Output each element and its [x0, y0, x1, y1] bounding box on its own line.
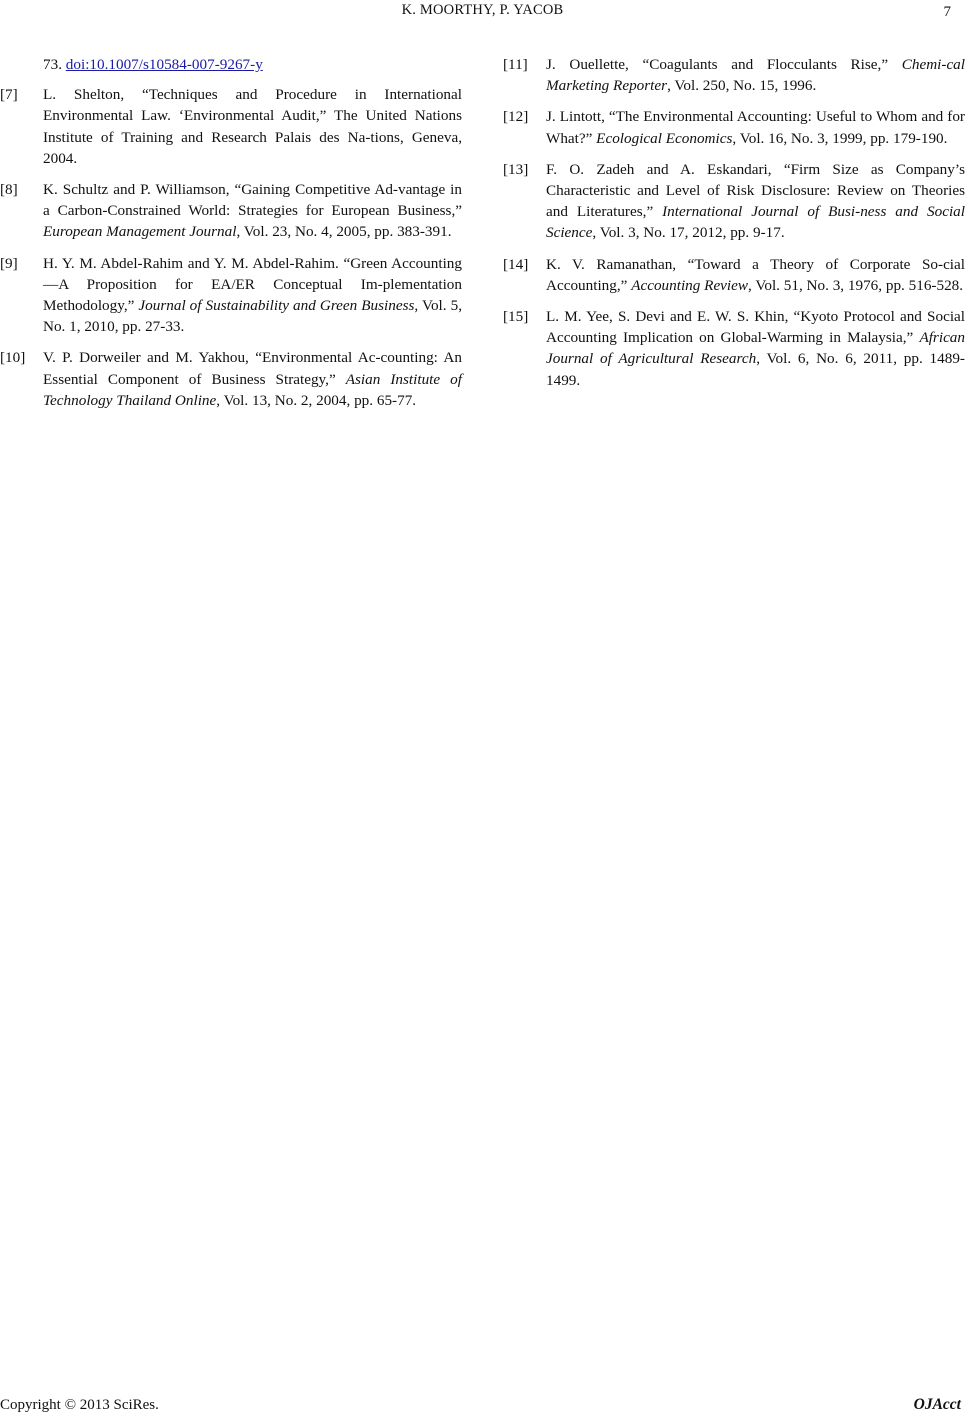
reference-text: J. Lintott, “The Environmental Accounting: Useful to Whom and for What?”	[546, 108, 965, 147]
reference-text: , Vol. 23, No. 4, 2005, pp. 383-391.	[236, 223, 452, 241]
continuation-text: 73.	[43, 56, 66, 73]
reference-number: [8]	[0, 181, 18, 199]
reference-text: F. O. Zadeh and A. Eskandari, “Firm Size as Company’s Characteristic and Level of Risk Disclosure: Review on Theories and Literatures,”	[546, 160, 965, 221]
reference-text: V. P. Dorweiler and M. Yakhou, “Environmental Ac-counting: An Essential Component of Business Strategy,”	[43, 349, 462, 388]
reference-text: , Vol. 5, No. 1, 2010, pp. 27-33.	[43, 297, 462, 336]
reference-source-title: Ecological Economics	[596, 129, 733, 147]
reference-entry	[503, 106, 965, 148]
reference-number: [15]	[503, 308, 529, 326]
running-head: K. MOORTHY, P. YACOB	[401, 2, 564, 18]
reference-number: [13]	[503, 160, 529, 178]
reference-text: , Vol. 250, No. 15, 1996.	[667, 77, 817, 95]
reference-entry	[503, 254, 965, 296]
reference-text: , Vol. 16, No. 3, 1999, pp. 179-190.	[732, 129, 948, 147]
reference-list-right	[503, 54, 965, 391]
reference-text: , Vol. 3, No. 17, 2012, pp. 9-17.	[592, 224, 785, 242]
reference-text: , Vol. 13, No. 2, 2004, pp. 65-77.	[216, 391, 417, 409]
reference-text: H. Y. M. Abdel-Rahim and Y. M. Abdel-Rahim. “Green Accounting—A Proposition for EA/ER Conceptual Im-plementation Methodology,”	[43, 254, 462, 315]
reference-text: K. V. Ramanathan, “Toward a Theory of Corporate So-cial Accounting,”	[546, 255, 965, 294]
reference-source-title: African Journal of Agricultural Research	[546, 329, 965, 368]
doi-link[interactable]: doi:10.1007/s10584-007-9267-y	[65, 56, 263, 73]
reference-text: , Vol. 51, No. 3, 1976, pp. 516-528.	[748, 276, 964, 294]
reference-list-left	[0, 84, 462, 411]
reference-number: [9]	[0, 254, 18, 272]
reference-entry	[503, 306, 965, 391]
references-column-right	[503, 54, 965, 401]
reference-source-title: International Journal of Busi-ness and Social Science	[546, 203, 965, 242]
reference-number: [12]	[503, 108, 529, 126]
references-column-left	[0, 54, 462, 421]
reference-text: , Vol. 6, No. 6, 2011, pp. 1489-1499.	[546, 350, 965, 389]
reference-text: L. Shelton, “Techniques and Procedure in International Environmental Law. ‘Environmental Audit,” The United Nations Institute of Training and Research Palais des Na-tions, Geneva, 2004.	[43, 86, 462, 167]
reference-entry	[0, 84, 462, 169]
reference-source-title: European Management Journal	[43, 223, 237, 241]
reference-source-title: Asian Institute of Technology Thailand Online	[43, 370, 462, 409]
reference-continuation	[0, 54, 462, 75]
reference-text: J. Ouellette, “Coagulants and Flocculants Rise,”	[546, 56, 902, 73]
reference-number: [14]	[503, 255, 529, 273]
reference-text: K. Schultz and P. Williamson, “Gaining Competitive Ad-vantage in a Carbon-Constrained World: Strategies for European Business,”	[43, 181, 462, 220]
reference-source-title: Chemi-cal Marketing Reporter	[546, 56, 965, 95]
reference-entry	[0, 179, 462, 243]
reference-entry	[0, 347, 462, 411]
reference-entry	[503, 54, 965, 96]
footer-copyright: Copyright © 2013 SciRes.	[0, 1397, 159, 1413]
reference-number: [7]	[0, 86, 18, 104]
page-number: 7	[943, 4, 951, 20]
reference-entry	[0, 253, 462, 338]
reference-source-title: Journal of Sustainability and Green Business	[138, 297, 415, 315]
reference-source-title: Accounting Review	[631, 276, 749, 294]
footer-journal: OJAcct	[913, 1396, 961, 1413]
reference-number: [10]	[0, 349, 26, 367]
reference-entry	[503, 159, 965, 244]
reference-text: L. M. Yee, S. Devi and E. W. S. Khin, “Kyoto Protocol and Social Accounting Implication on Global-Warming in Malaysia,”	[546, 308, 965, 347]
reference-number: [11]	[503, 56, 528, 73]
